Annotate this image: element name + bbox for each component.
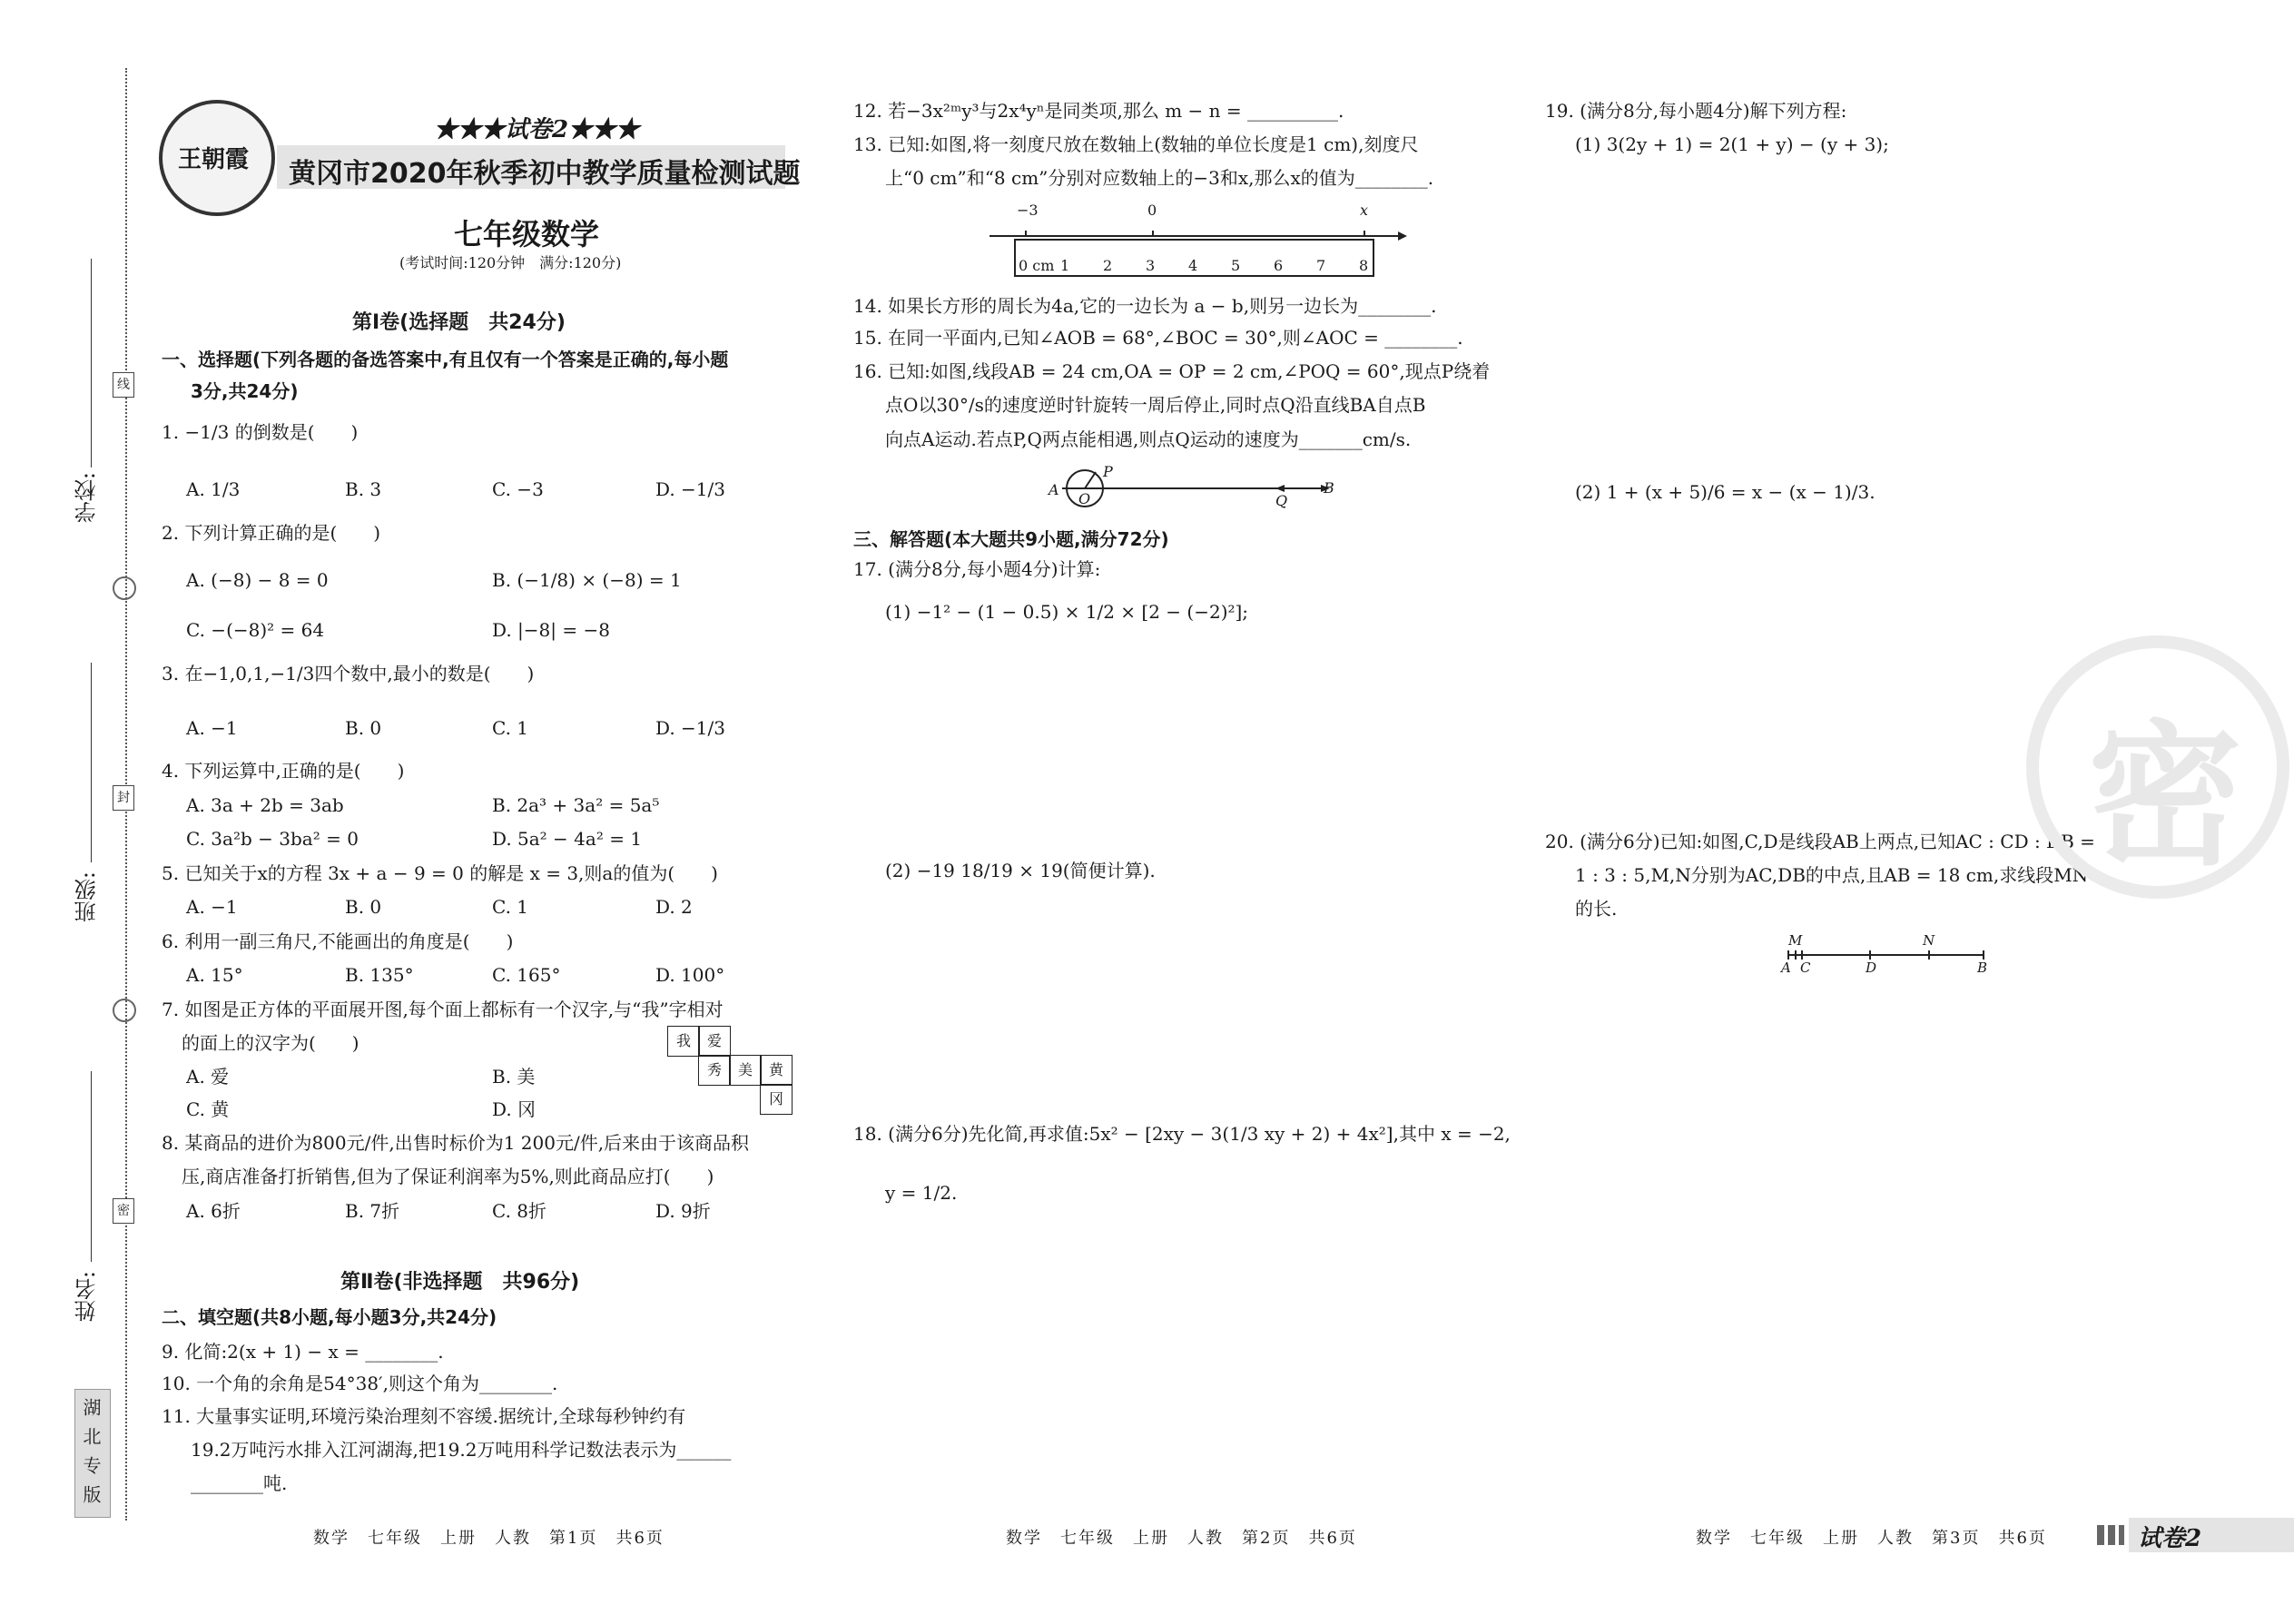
- ruler-label: 7: [1316, 257, 1326, 274]
- q6-option-d: D. 100°: [655, 964, 725, 986]
- q18-line1: 18. (满分6分)先化简,再求值:5x² − [2xy − 3(1/3 xy + 2) + 4x²],其中 x = −2,: [853, 1123, 1511, 1145]
- cube-net-cell: 黄: [760, 1055, 793, 1086]
- school-label: 学校:: [74, 472, 100, 524]
- footer-paper-tag: 试卷2: [2138, 1525, 2202, 1552]
- q5-option-c: C. 1: [492, 896, 529, 918]
- ruler-label: 4: [1188, 257, 1198, 274]
- page1-footer: 数学 七年级 上册 人教 第1页 共6页: [313, 1529, 665, 1548]
- figure-label: B: [1324, 479, 1334, 497]
- part1-title: 第Ⅰ卷(选择题 共24分): [352, 311, 566, 334]
- q2-option-c: C. −(−8)² = 64: [186, 619, 325, 641]
- q5-option-a: A. −1: [186, 896, 238, 918]
- cube-net-cell: 爱: [698, 1026, 731, 1057]
- q8-option-a: A. 6折: [186, 1200, 241, 1222]
- q9: 9. 化简:2(x + 1) − x = ________.: [162, 1341, 444, 1363]
- figure-label: M: [1788, 932, 1803, 949]
- ruler-label: 0 cm: [1019, 257, 1055, 274]
- q3-stem: 3. 在−1,0,1,−1/3四个数中,最小的数是( ): [162, 663, 535, 684]
- brand-logo-text: 王朝霞: [177, 146, 249, 173]
- section3-heading: 三、解答题(本大题共9小题,满分72分): [853, 528, 1169, 550]
- q19-part2: (2) 1 + (x + 5)/6 = x − (x − 1)/3.: [1575, 481, 1876, 503]
- confidential-watermark-text: 密: [2088, 707, 2243, 887]
- cube-net-cell: 秀: [698, 1055, 731, 1086]
- q17-stem: 17. (满分8分,每小题4分)计算:: [853, 558, 1101, 580]
- q4-option-b: B. 2a³ + 3a² = 5a⁵: [492, 794, 660, 816]
- class-label: 班级:: [74, 871, 100, 923]
- q1-option-c: C. −3: [492, 478, 544, 500]
- binding-tag-line: 线: [113, 372, 134, 398]
- q4-option-c: C. 3a²b − 3ba² = 0: [186, 828, 359, 850]
- q7-stem: 7. 如图是正方体的平面展开图,每个面上都标有一个汉字,与“我”字相对: [162, 999, 724, 1020]
- q2-stem: 2. 下列计算正确的是( ): [162, 522, 381, 544]
- figure-label: P: [1103, 463, 1113, 480]
- part2-title: 第Ⅱ卷(非选择题 共96分): [340, 1271, 580, 1294]
- cube-net-cell: 美: [729, 1055, 762, 1086]
- section1-heading: 一、选择题(下列各题的备选答案中,有且仅有一个答案是正确的,每小题: [162, 349, 729, 370]
- cube-net-cell: 冈: [760, 1084, 793, 1115]
- q16-line2: 点O以30°/s的速度逆时针旋转一周后停止,同时点Q沿直线BA自点B: [885, 394, 1426, 416]
- page-title: 黄冈市2020年秋季初中教学质量检测试题: [289, 158, 801, 190]
- name-label: 姓名:: [74, 1271, 100, 1323]
- q20-line3: 的长.: [1575, 898, 1618, 920]
- q8-option-c: C. 8折: [492, 1200, 547, 1222]
- ruler-label: 6: [1274, 257, 1284, 274]
- q4-stem: 4. 下列运算中,正确的是( ): [162, 760, 405, 782]
- q2-option-d: D. |−8| = −8: [492, 619, 610, 641]
- paper-label: ★★★试卷2★★★: [434, 116, 640, 143]
- name-blank: [91, 1071, 92, 1262]
- axis-label: x: [1360, 202, 1369, 219]
- figure-label: A: [1781, 960, 1791, 976]
- q1-option-d: D. −1/3: [655, 478, 725, 500]
- q7-stem-cont: 的面上的汉字为( ): [182, 1032, 359, 1054]
- exam-info: (考试时间:120分钟 满分:120分): [399, 254, 622, 271]
- subject-title: 七年级数学: [454, 217, 600, 251]
- q7-option-b: B. 美: [492, 1066, 536, 1088]
- q5-option-b: B. 0: [345, 896, 382, 918]
- q13-line2: 上“0 cm”和“8 cm”分别对应数轴上的−3和x,那么x的值为________.: [885, 167, 1434, 189]
- section2-heading: 二、填空题(共8小题,每小题3分,共24分): [162, 1306, 497, 1328]
- class-blank: [91, 663, 92, 862]
- q8-stem: 8. 某商品的进价为800元/件,出售时标价为1 200元/件,后来由于该商品积: [162, 1132, 750, 1154]
- section1-heading-cont: 3分,共24分): [191, 380, 299, 402]
- q14: 14. 如果长方形的周长为4a,它的一边长为 a − b,则另一边长为________.: [853, 295, 1437, 317]
- q6-stem: 6. 利用一副三角尺,不能画出的角度是( ): [162, 930, 514, 952]
- q6-option-a: A. 15°: [186, 964, 243, 986]
- figure-label: N: [1923, 932, 1935, 949]
- edition-label: 湖北专版: [80, 1398, 102, 1514]
- q2-option-b: B. (−1/8) × (−8) = 1: [492, 569, 682, 591]
- q4-option-d: D. 5a² − 4a² = 1: [492, 828, 643, 850]
- q6-option-b: B. 135°: [345, 964, 414, 986]
- q20-line1: 20. (满分6分)已知:如图,C,D是线段AB上两点,已知AC : CD : DB =: [1545, 831, 2095, 852]
- q7-option-d: D. 冈: [492, 1098, 537, 1120]
- school-blank: [91, 259, 92, 468]
- q5-option-d: D. 2: [655, 896, 693, 918]
- q11-line2: 19.2万吨污水排入江河湖海,把19.2万吨用科学记数法表示为______: [191, 1439, 732, 1461]
- q3-option-a: A. −1: [186, 717, 238, 739]
- q18-line2: y = 1/2.: [885, 1182, 958, 1204]
- cube-net-cell: 我: [667, 1026, 700, 1057]
- figure-label: O: [1078, 490, 1091, 507]
- figure-label: B: [1977, 960, 1988, 976]
- q6-option-c: C. 165°: [492, 964, 561, 986]
- q3-option-d: D. −1/3: [655, 717, 725, 739]
- q20-line2: 1 : 3 : 5,M,N分别为AC,DB的中点,且AB = 18 cm,求线段MN: [1575, 864, 2089, 886]
- q13-line1: 13. 已知:如图,将一刻度尺放在数轴上(数轴的单位长度是1 cm),刻度尺: [853, 133, 1419, 155]
- q16-circle-figure: [1049, 465, 1339, 510]
- q3-option-c: C. 1: [492, 717, 529, 739]
- figure-label: C: [1800, 960, 1811, 976]
- ruler-label: 3: [1146, 257, 1156, 274]
- q11-line3: ________吨.: [191, 1472, 288, 1494]
- q17-part1: (1) −1² − (1 − 0.5) × 1/2 × [2 − (−2)²];: [885, 601, 1249, 623]
- q20-segment-figure: [1779, 944, 1997, 980]
- q8-stem-cont: 压,商店准备打折销售,但为了保证利润率为5%,则此商品应打( ): [182, 1166, 714, 1187]
- q1-option-b: B. 3: [345, 478, 382, 500]
- binding-tag-secret: 密: [113, 1198, 134, 1224]
- q19-stem: 19. (满分8分,每小题4分)解下列方程:: [1545, 100, 1847, 122]
- q2-option-a: A. (−8) − 8 = 0: [186, 569, 329, 591]
- q16-line3: 向点A运动.若点P,Q两点能相遇,则点Q运动的速度为_______cm/s.: [885, 428, 1412, 450]
- q5-stem: 5. 已知关于x的方程 3x + a − 9 = 0 的解是 x = 3,则a的值为( ): [162, 862, 718, 884]
- axis-label: −3: [1017, 202, 1039, 219]
- q13-ruler-figure: [980, 200, 1407, 290]
- q1-stem: 1. −1/3 的倒数是( ): [162, 421, 359, 443]
- q17-part2: (2) −19 18/19 × 19(简便计算).: [885, 860, 1156, 881]
- q15: 15. 在同一平面内,已知∠AOB = 68°,∠BOC = 30°,则∠AOC = ________.: [853, 327, 1463, 349]
- q12: 12. 若−3x²ᵐy³与2x⁴yⁿ是同类项,那么 m − n = __________.: [853, 100, 1344, 122]
- binding-hole-icon: [113, 576, 136, 600]
- ruler-label: 8: [1359, 257, 1369, 274]
- binding-hole-icon: [113, 999, 136, 1022]
- q8-option-b: B. 7折: [345, 1200, 400, 1222]
- footer-decor-squares: [2097, 1525, 2124, 1545]
- q1-option-a: A. 1/3: [186, 478, 241, 500]
- q3-option-b: B. 0: [345, 717, 382, 739]
- axis-label: 0: [1147, 202, 1157, 219]
- q11-line1: 11. 大量事实证明,环境污染治理刻不容缓.据统计,全球每秒钟约有: [162, 1405, 686, 1427]
- ruler-label: 5: [1231, 257, 1241, 274]
- figure-label: Q: [1275, 492, 1288, 509]
- q19-part1: (1) 3(2y + 1) = 2(1 + y) − (y + 3);: [1575, 133, 1889, 155]
- q4-option-a: A. 3a + 2b = 3ab: [186, 794, 344, 816]
- figure-label: A: [1049, 481, 1059, 498]
- q16-line1: 16. 已知:如图,线段AB = 24 cm,OA = OP = 2 cm,∠POQ = 60°,现点P绕着: [853, 360, 1491, 382]
- q10: 10. 一个角的余角是54°38′,则这个角为________.: [162, 1373, 558, 1394]
- page3-footer: 数学 七年级 上册 人教 第3页 共6页: [1696, 1529, 2047, 1548]
- ruler-label: 2: [1103, 257, 1113, 274]
- binding-tag-seal: 封: [113, 785, 134, 811]
- page2-footer: 数学 七年级 上册 人教 第2页 共6页: [1006, 1529, 1357, 1548]
- figure-label: D: [1866, 960, 1877, 976]
- q8-option-d: D. 9折: [655, 1200, 711, 1222]
- q7-option-c: C. 黄: [186, 1098, 230, 1120]
- q7-option-a: A. 爱: [186, 1066, 230, 1088]
- ruler-label: 1: [1060, 257, 1070, 274]
